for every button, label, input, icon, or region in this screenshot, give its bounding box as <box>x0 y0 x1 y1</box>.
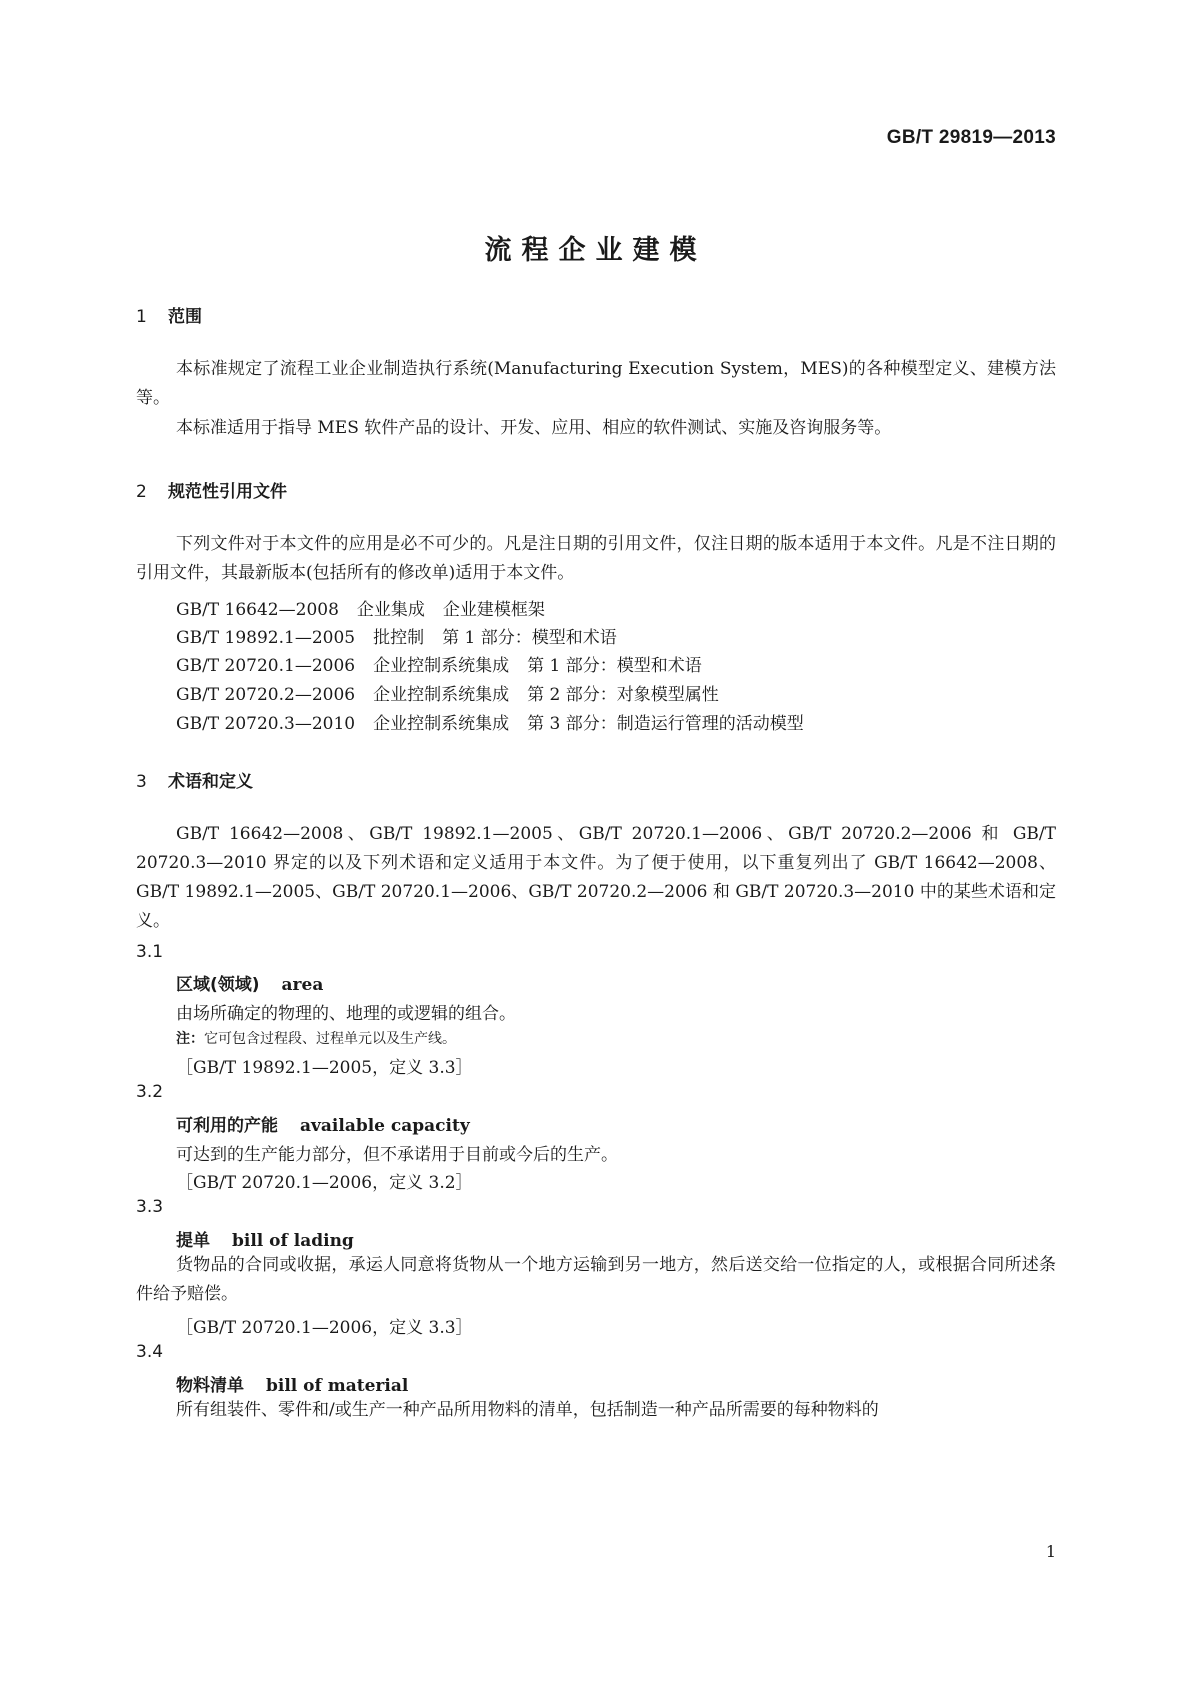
term-chinese: 物料清单 <box>176 1376 244 1396</box>
section-1-paragraph-2: 本标准适用于指导 MES 软件产品的设计、开发、应用、相应的软件测试、实施及咨询服务等。 <box>176 418 892 438</box>
reference-part: 第 1 部分：模型和术语 <box>442 628 617 648</box>
reference-code: GB/T 20720.1—2006 <box>176 656 356 676</box>
reference-code: GB/T 20720.2—2006 <box>176 685 356 705</box>
term-chinese: 提单 <box>176 1231 210 1251</box>
reference-part: 企业建模框架 <box>442 600 545 620</box>
term-english: available capacity <box>300 1116 470 1136</box>
reference-item <box>176 651 702 676</box>
reference-title: 企业控制系统集成 <box>373 685 510 705</box>
reference-item <box>176 680 719 705</box>
term-definition: 由场所确定的物理的、地理的或逻辑的组合。 <box>176 1004 516 1024</box>
section-2-number: 2 <box>136 482 147 502</box>
section-2-heading <box>136 477 287 502</box>
term-chinese: 区域(领域) <box>176 975 260 995</box>
term-heading <box>176 1111 470 1136</box>
term-source: ［GB/T 19892.1—2005，定义 3.3］ <box>176 1058 473 1078</box>
term-source: ［GB/T 20720.1—2006，定义 3.3］ <box>176 1318 473 1338</box>
term-number: 3.4 <box>136 1342 164 1362</box>
reference-item <box>176 623 617 648</box>
note-text: 它可包含过程段、过程单元以及生产线。 <box>204 1031 456 1047</box>
term-english: bill of material <box>266 1376 409 1396</box>
section-3-number: 3 <box>136 772 147 792</box>
section-3-title: 术语和定义 <box>168 772 253 792</box>
term-definition: 货物品的合同或收据，承运人同意将货物从一个地方运输到另一地方，然后送交给一位指定的人，或根据合同所述条件给予赔偿。 <box>136 1255 1056 1304</box>
term-heading <box>176 1371 408 1396</box>
section-2-title: 规范性引用文件 <box>168 482 287 502</box>
term-heading <box>176 970 323 995</box>
term-source: ［GB/T 20720.1—2006，定义 3.2］ <box>176 1173 473 1193</box>
section-3-intro: GB/T 16642—2008、GB/T 19892.1—2005、GB/T 20720.1—2006、GB/T 20720.2—2006 和 GB/T 20720.3—2010 界定的以及下列术语和定义适用于本文件。为了便于使用，以下重复列出了 GB/T 16642—2008、GB/T 19892.1—2005、GB/T 20720.1—2006、GB/T 20720.2—2006 和 GB/T 20720.3—2010 中的某些术语和定义。 <box>136 824 1056 931</box>
term-english: area <box>281 975 324 995</box>
reference-title: 企业控制系统集成 <box>373 714 510 734</box>
section-2-intro: 下列文件对于本文件的应用是必不可少的。凡是注日期的引用文件，仅注日期的版本适用于本文件。凡是不注日期的引用文件，其最新版本(包括所有的修改单)适用于本文件。 <box>136 534 1056 583</box>
reference-item <box>176 595 545 620</box>
section-3-heading <box>136 767 253 792</box>
document-title: 流程企业建模 <box>484 235 707 266</box>
section-1-paragraph-1: 本标准规定了流程工业企业制造执行系统(Manufacturing Execution System，MES)的各种模型定义、建模方法等。 <box>136 359 1056 408</box>
note-label: 注： <box>176 1031 204 1047</box>
reference-title: 企业控制系统集成 <box>373 656 510 676</box>
term-number: 3.2 <box>136 1082 164 1102</box>
term-heading <box>176 1226 354 1251</box>
reference-code: GB/T 16642—2008 <box>176 600 339 620</box>
reference-title: 批控制 <box>373 628 425 648</box>
term-definition: 所有组装件、零件和/或生产一种产品所用物料的清单，包括制造一种产品所需要的每种物料的 <box>176 1400 879 1420</box>
term-english: bill of lading <box>232 1231 354 1251</box>
term-chinese: 可利用的产能 <box>176 1116 278 1136</box>
page-number: 1 <box>1045 1542 1056 1561</box>
reference-part: 第 1 部分：模型和术语 <box>527 656 702 676</box>
reference-part: 第 2 部分：对象模型属性 <box>527 685 719 705</box>
section-1-title: 范围 <box>168 307 202 327</box>
reference-item <box>176 709 804 734</box>
term-number: 3.3 <box>136 1197 164 1217</box>
section-1-number: 1 <box>136 307 147 327</box>
reference-code: GB/T 20720.3—2010 <box>176 714 356 734</box>
standard-code: GB/T 29819—2013 <box>886 127 1056 148</box>
term-note <box>176 1028 456 1048</box>
reference-code: GB/T 19892.1—2005 <box>176 628 356 648</box>
reference-title: 企业集成 <box>356 600 425 620</box>
term-number: 3.1 <box>136 942 164 962</box>
reference-part: 第 3 部分：制造运行管理的活动模型 <box>527 714 804 734</box>
section-1-heading <box>136 302 202 327</box>
term-definition: 可达到的生产能力部分，但不承诺用于目前或今后的生产。 <box>176 1145 618 1165</box>
